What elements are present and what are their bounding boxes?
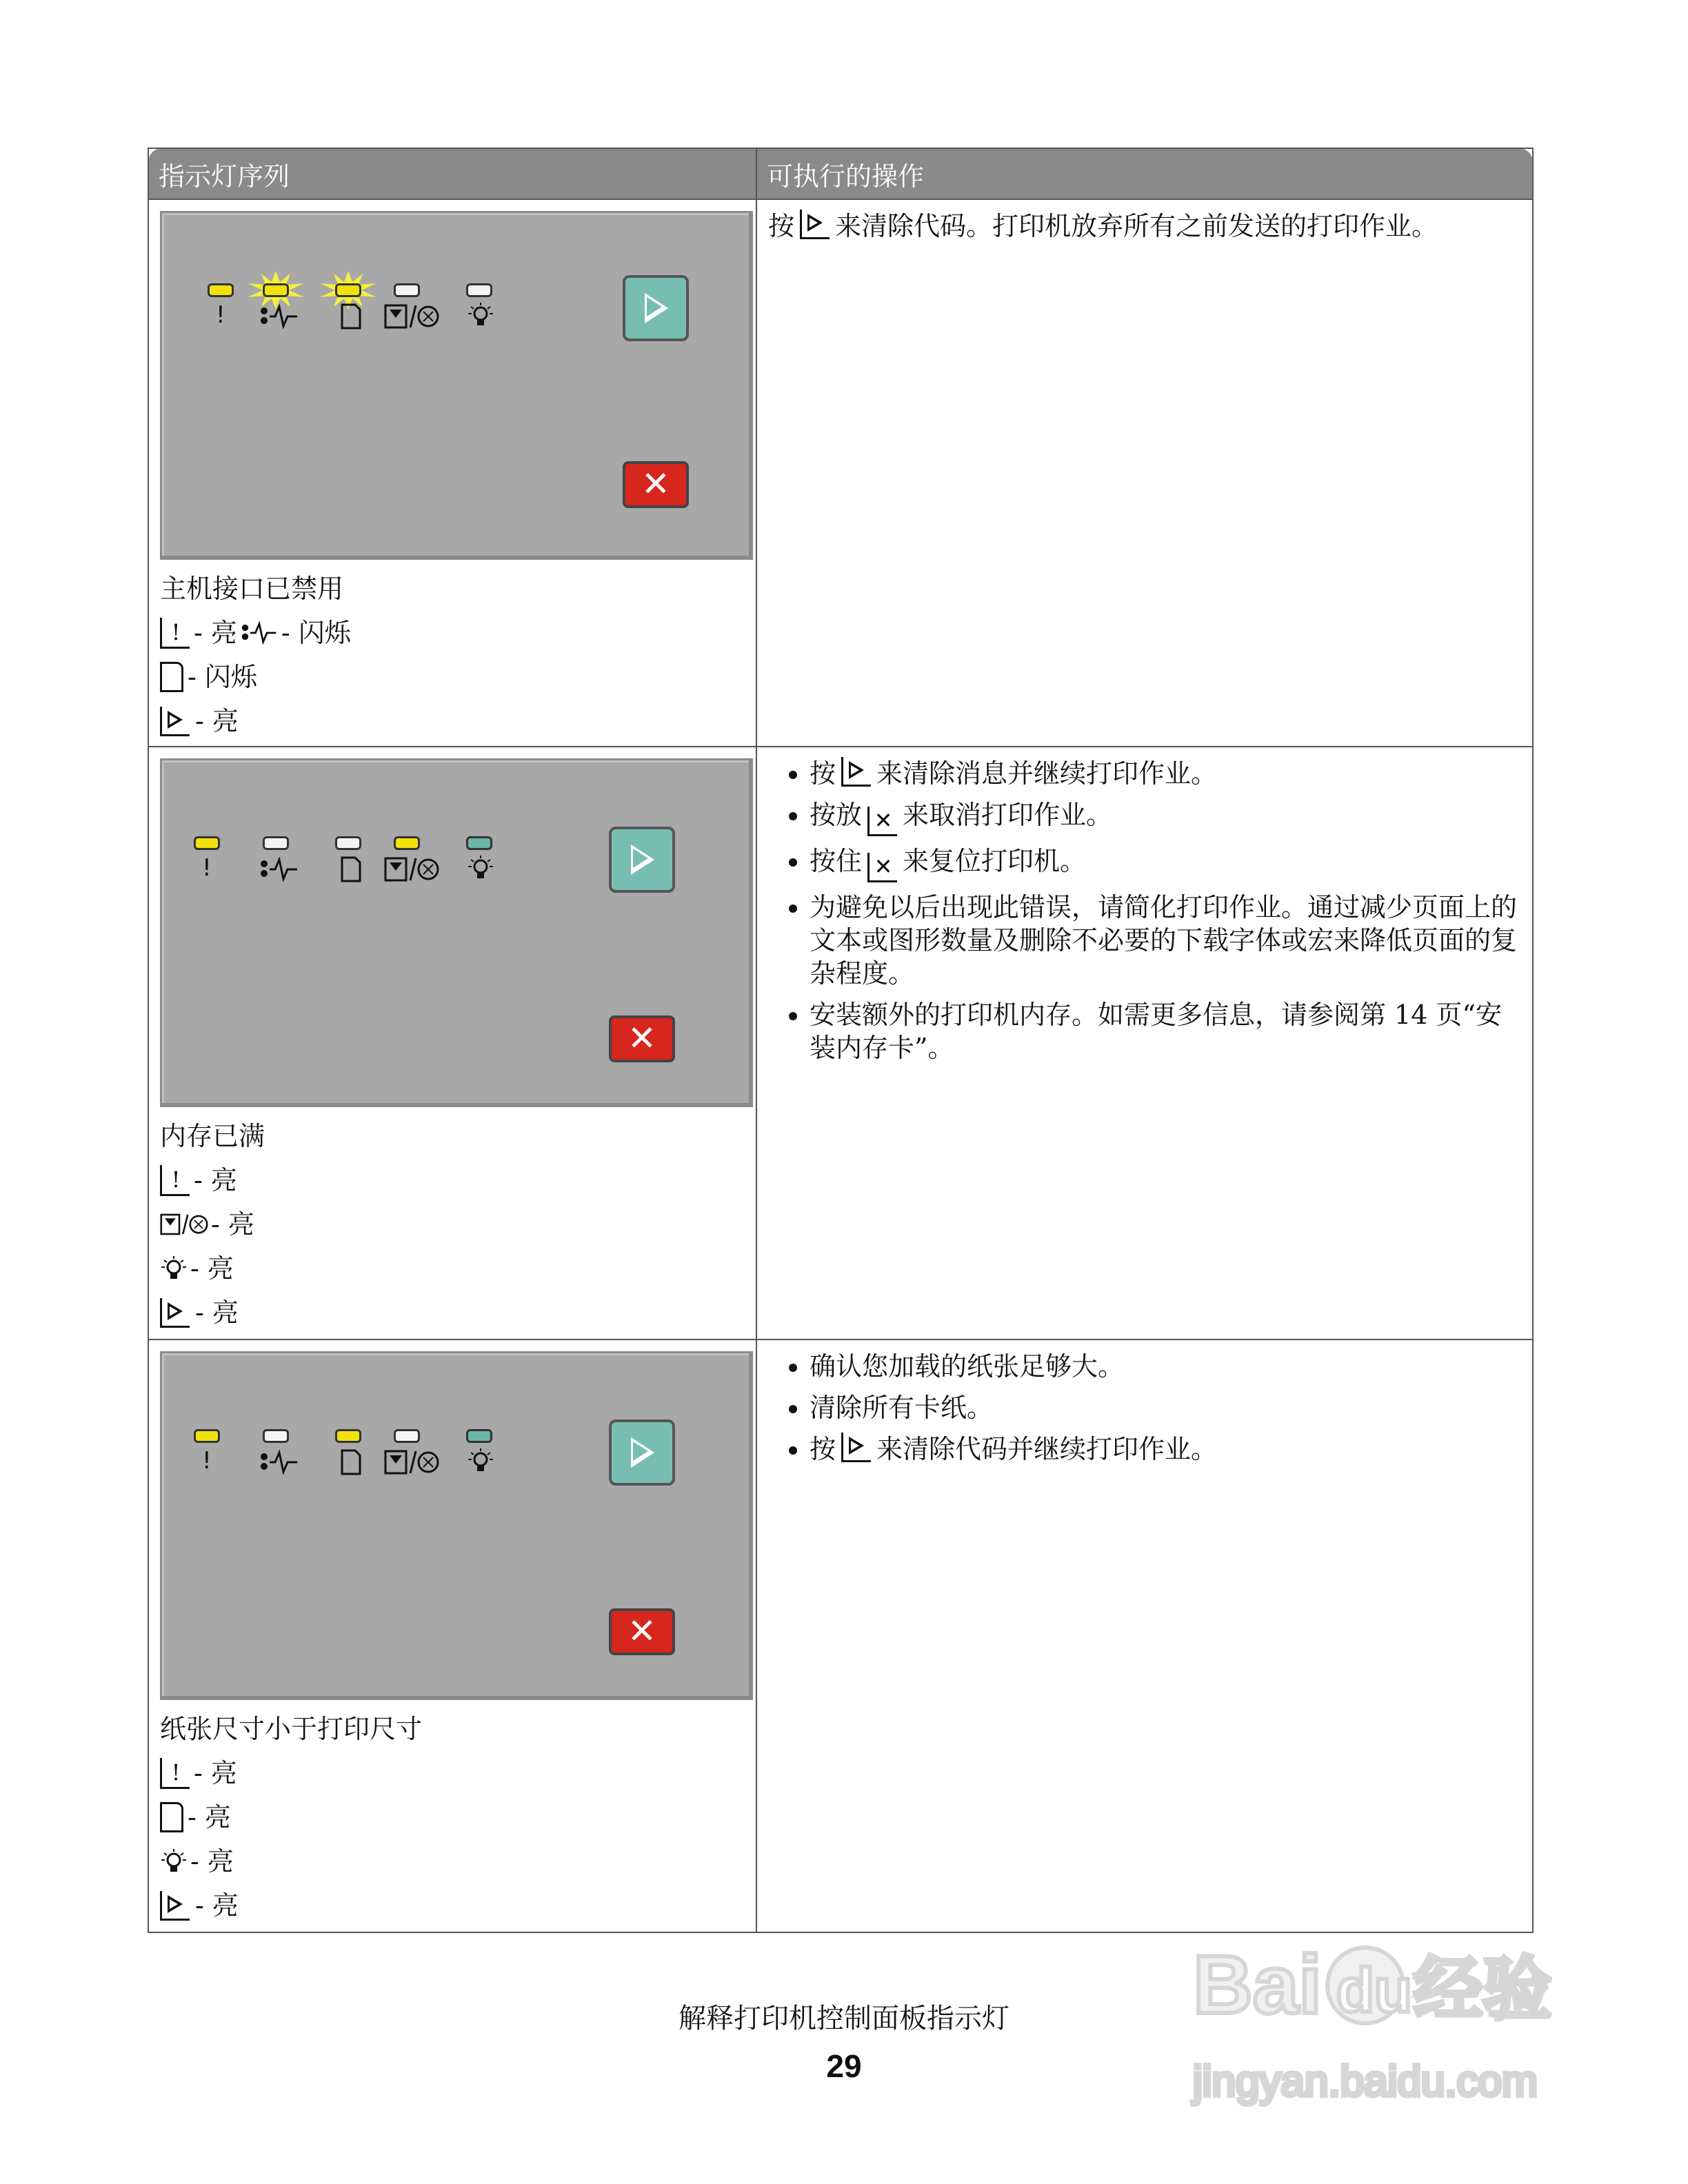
light-sequence-cell [148, 747, 756, 1339]
list-item: • 清除所有卡纸。 [810, 1391, 1523, 1424]
watermark-url: jingyan.baidu.com [1193, 2058, 1538, 2105]
jam-icon [259, 857, 300, 882]
legend-item: - 亮 [160, 1883, 422, 1928]
go-icon [841, 757, 871, 787]
go-button[interactable] [609, 1419, 675, 1486]
paper-icon [160, 1802, 183, 1832]
error-icon: ! [202, 854, 212, 882]
table-row [148, 1339, 1533, 1932]
list-item: • 按 来清除代码并继续打印作业。 [810, 1433, 1523, 1466]
paper-icon [160, 662, 183, 692]
action-list [768, 1350, 1523, 1474]
footer-title: 解释打印机控制面板指示灯 [679, 2003, 1009, 2034]
actions-cell [756, 199, 1533, 747]
legend-title: 纸张尺寸小于打印尺寸 [160, 1714, 423, 1744]
list-item: • 按 来清除消息并继续打印作业。 [810, 757, 1523, 790]
jam-icon [259, 1450, 300, 1475]
legend [160, 1114, 265, 1335]
paper-led [335, 1429, 361, 1443]
legend-item: - 亮 [160, 1291, 265, 1335]
legend-item: - 亮 [160, 1246, 265, 1291]
list-item: • 按住 ✕ 来复位打印机。 [810, 845, 1523, 882]
cancel-icon: ✕ [867, 853, 897, 882]
error-icon: ! [160, 618, 190, 649]
table-row [148, 199, 1533, 747]
legend-item: - 亮 [160, 1795, 422, 1839]
legend [160, 567, 351, 743]
paper-icon [340, 303, 362, 330]
legend-title: 内存已满 [160, 1121, 265, 1151]
baidu-watermark-logo [1186, 1910, 1572, 2116]
column-header-light-sequence: 指示灯序列 [148, 148, 756, 199]
paper-led [335, 283, 361, 297]
light-bulb-icon [467, 301, 494, 329]
error-icon: ! [202, 1447, 212, 1475]
table-row [148, 747, 1533, 1339]
error-icon: ! [160, 1165, 190, 1196]
paper-icon [340, 1448, 362, 1476]
toner-led [394, 836, 420, 850]
go-icon [160, 1891, 190, 1921]
jam-led [263, 1429, 289, 1443]
toner-drum-icon [160, 1211, 208, 1238]
legend-item: ! - 亮 [160, 1751, 422, 1795]
cancel-button[interactable]: ✕ [609, 1015, 675, 1062]
toner-drum-icon [384, 1448, 439, 1476]
list-item: • 为避免以后出现此错误，请简化打印作业。通过减少页面上的文本或图形数量及删除不必要的下载字体或宏来降低页面的复杂程度。 [810, 891, 1523, 990]
cancel-button[interactable]: ✕ [623, 461, 689, 508]
legend-item: - 亮 [160, 699, 351, 743]
control-panel-illustration [160, 758, 753, 1107]
page-number: 29 [826, 2048, 862, 2084]
list-item: • 确认您加载的纸张足够大。 [810, 1350, 1523, 1383]
go-button[interactable] [609, 827, 675, 893]
cancel-icon: ✕ [867, 807, 897, 836]
list-item: • 按放 ✕ 来取消打印作业。 [810, 798, 1523, 836]
light-sequence-table [148, 148, 1534, 1933]
toner-led [394, 1429, 420, 1443]
control-panel-illustration [160, 1351, 753, 1700]
legend [160, 1707, 422, 1928]
error-icon: ! [216, 301, 225, 329]
watermark-brand: Bai [1193, 1939, 1322, 2031]
action-list [768, 757, 1523, 1073]
jam-icon [240, 621, 279, 645]
go-icon [160, 1298, 190, 1328]
error-icon: ! [160, 1758, 190, 1789]
light-sequence-cell [148, 199, 756, 747]
ready-led [466, 1429, 492, 1443]
error-led [194, 836, 220, 850]
control-panel-illustration [160, 211, 753, 560]
toner-led [394, 283, 420, 297]
actions-cell [756, 1339, 1533, 1932]
toner-drum-icon [384, 856, 439, 883]
light-bulb-icon [160, 1848, 188, 1875]
jam-icon [259, 304, 300, 329]
action-text: 按 来清除代码。打印机放弃所有之前发送的打印作业。 [768, 211, 1438, 241]
error-led [208, 283, 234, 297]
column-header-actions: 可执行的操作 [756, 148, 1533, 199]
go-icon [160, 707, 190, 736]
paper-led [335, 836, 361, 850]
toner-drum-icon [384, 303, 439, 330]
paper-icon [340, 856, 362, 883]
light-sequence-cell [148, 1339, 756, 1932]
legend-item: ! - 亮 - 闪烁 [160, 611, 351, 655]
light-bulb-icon [467, 1447, 494, 1475]
light-bulb-icon [160, 1255, 188, 1282]
actions-cell [756, 747, 1533, 1339]
watermark-cn: 经验 [1414, 1949, 1551, 2030]
go-icon [800, 210, 830, 239]
legend-title: 主机接口已禁用 [160, 574, 344, 604]
legend-item: ! - 亮 [160, 1158, 265, 1202]
go-icon [841, 1433, 871, 1462]
ready-led [466, 836, 492, 850]
jam-led [263, 283, 289, 297]
watermark-brand-du: du [1336, 1957, 1412, 2025]
error-led [194, 1429, 220, 1443]
cancel-button[interactable]: ✕ [609, 1608, 675, 1655]
ready-led [466, 283, 492, 297]
list-item: • 安装额外的打印机内存。如需更多信息，请参阅第 14 页“安装内存卡”。 [810, 998, 1523, 1064]
go-button[interactable] [623, 275, 689, 341]
legend-item: - 闪烁 [160, 655, 351, 699]
jam-led [263, 836, 289, 850]
legend-item: - 亮 [160, 1202, 265, 1246]
light-bulb-icon [467, 854, 494, 882]
legend-item: - 亮 [160, 1839, 422, 1883]
